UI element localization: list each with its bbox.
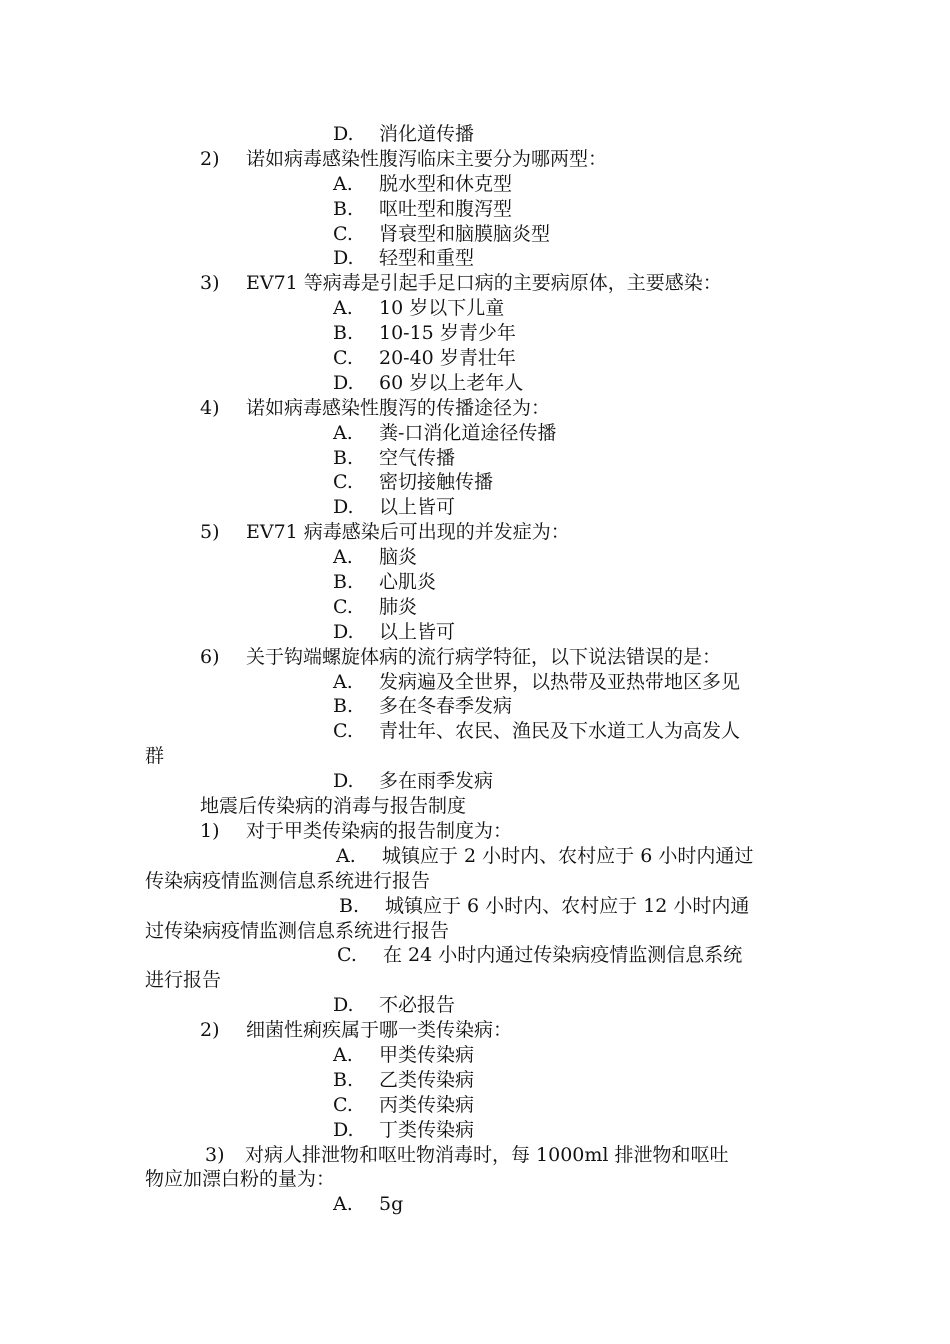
option-text: 密切接触传播 [379, 471, 494, 494]
option-line [0, 1118, 950, 1143]
option-label: A. [336, 844, 356, 867]
section-heading: 地震后传染病的消毒与报告制度 [200, 795, 467, 818]
option-label: D. [333, 770, 354, 793]
option-line [0, 172, 950, 197]
question-line [0, 645, 950, 670]
option-text: 多在冬春季发病 [379, 695, 513, 718]
option-text: 粪-口消化道途径传播 [379, 421, 557, 444]
question-number: 3) [205, 1143, 225, 1166]
option-text: 甲类传染病 [379, 1043, 475, 1066]
option-line [0, 844, 950, 869]
option-label: D. [333, 371, 354, 394]
option-label: D. [333, 123, 354, 145]
option-line [0, 545, 950, 570]
option-line [0, 346, 950, 371]
question-text: 关于钩端螺旋体病的流行病学特征，以下说法错误的是： [246, 645, 722, 668]
option-label: B. [333, 197, 354, 220]
option-label: C. [333, 720, 353, 743]
option-label: C. [333, 347, 353, 370]
option-label: A. [333, 546, 353, 569]
option-continuation: 过传染病疫情监测信息系统进行报告 [145, 919, 450, 942]
question-number: 2) [200, 147, 220, 170]
option-line [0, 694, 950, 719]
option-line [0, 894, 950, 919]
option-label: A. [333, 670, 353, 693]
option-text: 肾衰型和脑膜脑炎型 [379, 222, 551, 245]
option-label: D. [333, 620, 354, 643]
option-line [0, 595, 950, 620]
option-text: 10-15 岁青少年 [379, 322, 516, 345]
option-line [0, 1093, 950, 1118]
option-label: A. [333, 297, 353, 320]
option-continuation: 传染病疫情监测信息系统进行报告 [145, 869, 431, 892]
question-text: EV71 病毒感染后可出现的并发症为： [246, 521, 570, 544]
question-line [0, 147, 950, 172]
question-number: 3) [200, 272, 220, 295]
option-text: 心肌炎 [379, 571, 437, 594]
option-label: C. [333, 471, 353, 494]
question-text: 诺如病毒感染性腹泻的传播途径为： [246, 396, 551, 419]
option-label: B. [333, 446, 354, 469]
option-label: B. [333, 1068, 354, 1091]
option-label: C. [333, 222, 353, 245]
option-text: 脑炎 [379, 546, 418, 569]
option-line [0, 719, 950, 744]
option-text: 青壮年、农民、渔民及下水道工人为高发人 [379, 720, 741, 743]
option-text: 丁类传染病 [379, 1118, 475, 1141]
question-text: 对病人排泄物和呕吐物消毒时，每 1000ml 排泄物和呕吐 [245, 1143, 729, 1166]
option-continuation: 进行报告 [145, 969, 222, 992]
option-label: C. [337, 944, 357, 967]
question-number: 5) [200, 521, 220, 544]
option-text: 5g [379, 1193, 404, 1216]
option-text: 丙类传染病 [379, 1093, 475, 1116]
option-text: 肺炎 [379, 595, 418, 618]
option-text: 空气传播 [379, 446, 456, 469]
option-line [0, 943, 950, 968]
option-label: A. [333, 421, 353, 444]
option-label: C. [333, 595, 353, 618]
option-label: A. [333, 172, 353, 195]
option-text: 以上皆可 [379, 620, 456, 643]
option-line [0, 122, 950, 147]
option-line [0, 197, 950, 222]
option-line [0, 1068, 950, 1093]
question-text: 诺如病毒感染性腹泻临床主要分为哪两型： [246, 147, 608, 170]
question-text: 对于甲类传染病的报告制度为： [246, 819, 513, 842]
option-line [0, 1043, 950, 1068]
question-number: 6) [200, 645, 220, 668]
question-text: 细菌性痢疾属于哪一类传染病： [246, 1019, 513, 1042]
option-line [0, 246, 950, 271]
option-text: 不必报告 [379, 994, 456, 1017]
option-line [0, 495, 950, 520]
option-line [0, 321, 950, 346]
option-text: 以上皆可 [379, 496, 456, 519]
question-continuation: 物应加漂白粉的量为： [145, 1168, 336, 1191]
option-text: 乙类传染病 [379, 1068, 475, 1091]
option-text: 多在雨季发病 [379, 770, 494, 793]
option-text: 在 24 小时内通过传染病疫情监测信息系统 [383, 944, 743, 967]
option-label: B. [339, 894, 360, 917]
option-label: B. [333, 571, 354, 594]
option-label: D. [333, 1118, 354, 1141]
option-label: A. [333, 1193, 353, 1216]
question-line [0, 520, 950, 545]
option-label: C. [333, 1093, 353, 1116]
option-text: 脱水型和休克型 [379, 172, 513, 195]
question-line [0, 396, 950, 421]
option-label: B. [333, 322, 354, 345]
option-line [0, 1192, 950, 1217]
question-line [0, 819, 950, 844]
option-line [0, 620, 950, 645]
question-number: 2) [200, 1019, 220, 1042]
question-line [0, 271, 950, 296]
option-text: 60 岁以上老年人 [379, 371, 524, 394]
option-text: 消化道传播 [379, 123, 475, 145]
option-continuation: 群 [145, 745, 165, 768]
question-line [0, 1018, 950, 1043]
option-line [0, 222, 950, 247]
option-label: A. [333, 1043, 353, 1066]
option-text: 20-40 岁青壮年 [379, 347, 516, 370]
option-line [0, 421, 950, 446]
option-label: D. [333, 496, 354, 519]
option-label: B. [333, 695, 354, 718]
document-page [0, 122, 950, 1217]
question-number: 4) [200, 396, 220, 419]
option-line [0, 670, 950, 695]
option-text: 城镇应于 6 小时内、农村应于 12 小时内通 [385, 894, 750, 917]
option-text: 城镇应于 2 小时内、农村应于 6 小时内通过 [382, 844, 754, 867]
option-line [0, 371, 950, 396]
option-line [0, 993, 950, 1018]
option-label: D. [333, 994, 354, 1017]
option-text: 10 岁以下儿童 [379, 297, 505, 320]
option-text: 轻型和重型 [379, 247, 475, 270]
option-line [0, 296, 950, 321]
option-line [0, 446, 950, 471]
option-line [0, 570, 950, 595]
option-text: 发病遍及全世界，以热带及亚热带地区多见 [379, 670, 741, 693]
question-text: EV71 等病毒是引起手足口病的主要病原体，主要感染： [246, 272, 722, 295]
option-label: D. [333, 247, 354, 270]
question-line [0, 1143, 950, 1168]
option-line [0, 470, 950, 495]
option-text: 呕吐型和腹泻型 [379, 197, 513, 220]
option-line [0, 769, 950, 794]
question-number: 1) [200, 819, 220, 842]
